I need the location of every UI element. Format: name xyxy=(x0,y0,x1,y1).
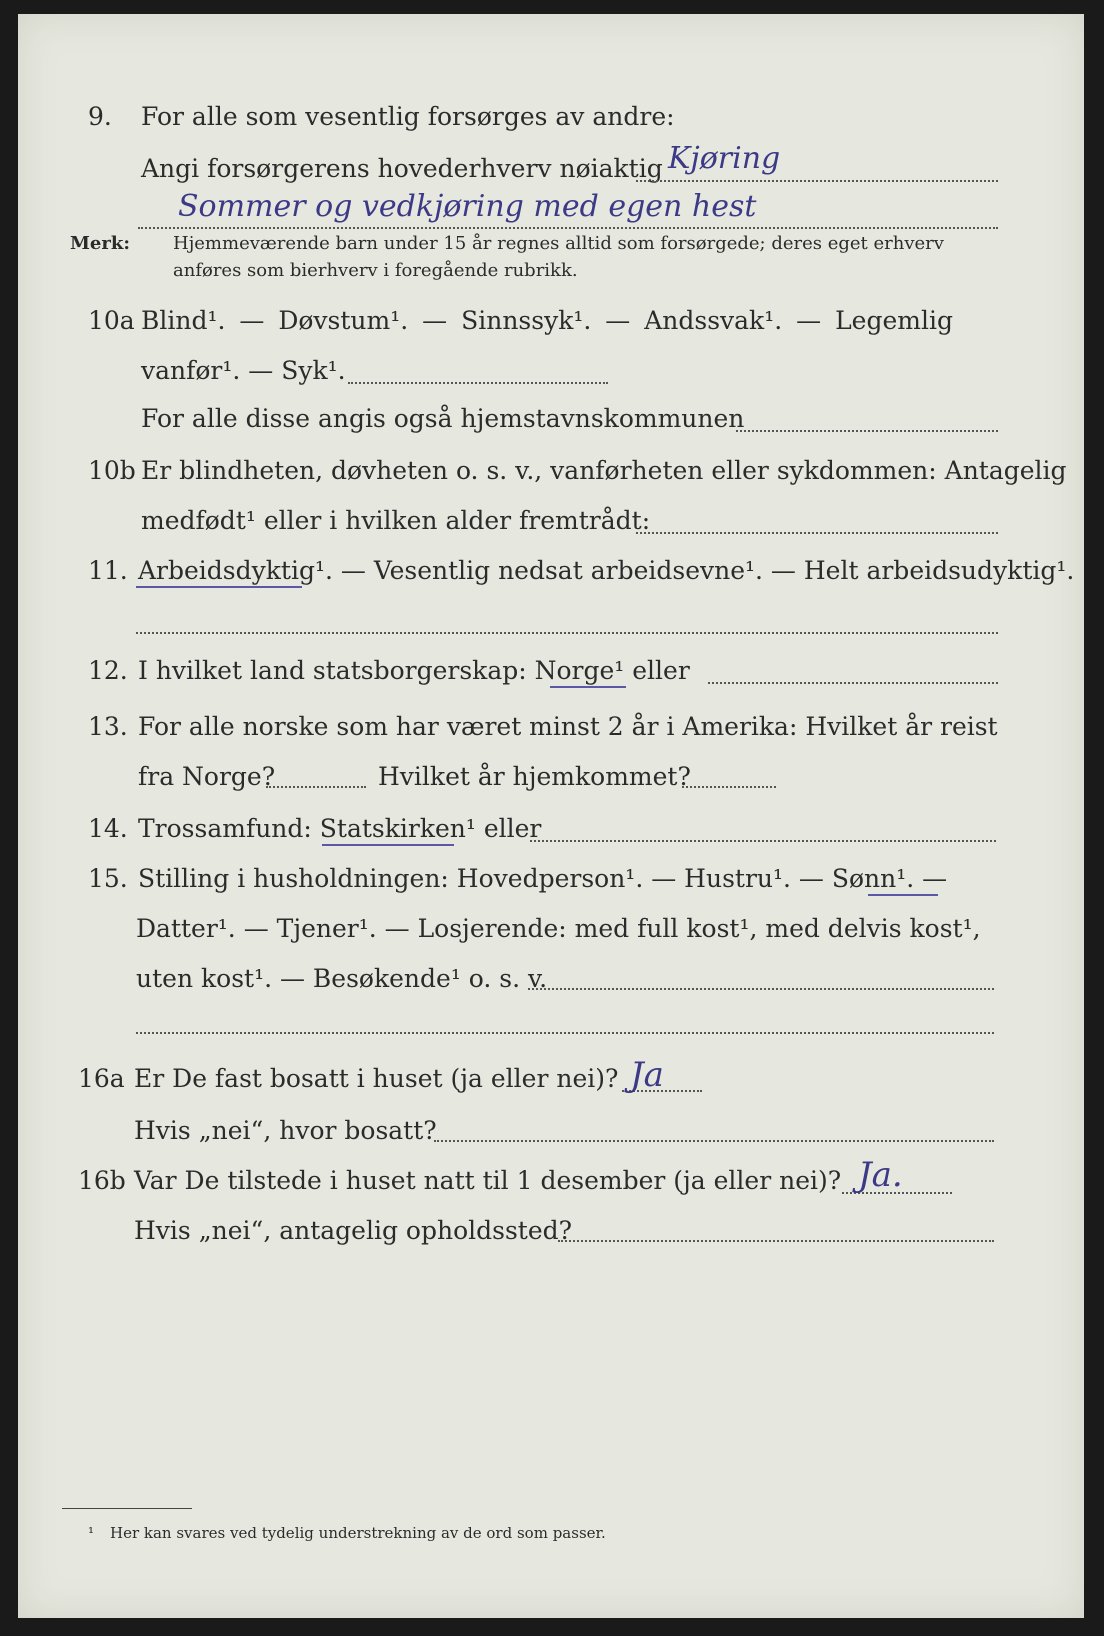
q9-answer-line xyxy=(636,180,998,182)
q11-selected-underline xyxy=(136,586,302,588)
q16b-handwritten-answer: Ja. xyxy=(858,1155,903,1195)
q15-text: Stilling i husholdningen: Hovedperson¹. — Hustru¹. — Sønn¹. — xyxy=(138,864,948,893)
q16a-number: 16a xyxy=(78,1064,125,1093)
q16a-handwritten-answer: Ja xyxy=(630,1055,664,1095)
q9-handwritten-answer-2: Sommer og vedkjøring med egen hest xyxy=(178,189,757,224)
q13-answer-line-2 xyxy=(682,786,776,788)
q9-handwritten-answer-1: Kjøring xyxy=(668,141,781,176)
q13-number: 13. xyxy=(88,712,128,741)
q10a-text: Blind¹. — Døvstum¹. — Sinnssyk¹. — Andssvak¹. — Legemlig xyxy=(141,306,953,335)
q11-text: Arbeidsdyktig¹. — Vesentlig nedsat arbeidsevne¹. — Helt arbeidsudyktig¹. xyxy=(138,556,1075,585)
q13-text: For alle norske som har været minst 2 år i Amerika: Hvilket år reist xyxy=(138,712,998,741)
q9-text: For alle som vesentlig forsørges av andre: xyxy=(141,102,675,131)
q12-number: 12. xyxy=(88,656,128,685)
q13-answer-line-1 xyxy=(266,786,366,788)
footnote-rule xyxy=(62,1508,192,1509)
q15-selected-underline xyxy=(868,894,938,896)
q16b-answer-line-2 xyxy=(558,1240,994,1242)
q16b-text: Var De tilstede i huset natt til 1 desember (ja eller nei)? xyxy=(134,1166,842,1195)
q15-answer-line xyxy=(528,988,994,990)
q10a-line3: For alle disse angis også hjemstavnskommunen xyxy=(141,404,745,433)
merk-label: Merk: xyxy=(70,233,130,254)
q10a-answer-line-2 xyxy=(736,430,998,432)
q9-number: 9. xyxy=(88,102,112,131)
merk-line2: anføres som bierhverv i foregående rubrikk. xyxy=(173,260,578,281)
q10a-number: 10a xyxy=(88,306,135,335)
q13-line2b: Hvilket år hjemkommet? xyxy=(378,762,691,791)
q15-line2: Datter¹. — Tjener¹. — Losjerende: med full kost¹, med delvis kost¹, xyxy=(136,914,981,943)
q10b-number: 10b xyxy=(88,456,136,485)
q14-selected-underline xyxy=(322,844,454,846)
q10b-text: Er blindheten, døvheten o. s. v., vanførheten eller sykdommen: Antagelig xyxy=(141,456,1067,485)
q10b-answer-line xyxy=(636,532,998,534)
q14-text: Trossamfund: Statskirken¹ eller xyxy=(138,814,542,843)
q11-number: 11. xyxy=(88,556,128,585)
q9-answer-line-2 xyxy=(138,227,998,229)
q10a-line2: vanfør¹. — Syk¹. xyxy=(141,356,346,385)
q10b-line2: medfødt¹ eller i hvilken alder fremtrådt: xyxy=(141,506,651,535)
q13-line2a: fra Norge? xyxy=(138,762,276,791)
census-form-page xyxy=(18,14,1084,1618)
q10a-answer-line xyxy=(348,382,608,384)
q16a-line2: Hvis „nei“, hvor bosatt? xyxy=(134,1116,437,1145)
q16a-text: Er De fast bosatt i huset (ja eller nei)? xyxy=(134,1064,619,1093)
q12-answer-line xyxy=(708,682,998,684)
q15-line3: uten kost¹. — Besøkende¹ o. s. v. xyxy=(136,964,548,993)
footnote-marker: ¹ xyxy=(88,1524,95,1542)
q9-subtext: Angi forsørgerens hovederhverv nøiaktig xyxy=(141,154,663,183)
q16b-line2: Hvis „nei“, antagelig opholdssted? xyxy=(134,1216,573,1245)
q11-answer-line xyxy=(136,632,998,634)
q15-number: 15. xyxy=(88,864,128,893)
q15-answer-line-2 xyxy=(136,1032,994,1034)
q14-number: 14. xyxy=(88,814,128,843)
q12-selected-underline xyxy=(550,686,626,688)
q14-answer-line xyxy=(530,840,996,842)
q16b-number: 16b xyxy=(78,1166,126,1195)
footnote-text: Her kan svares ved tydelig understrekning av de ord som passer. xyxy=(110,1524,606,1542)
q16a-answer-line-2 xyxy=(434,1140,994,1142)
q12-text: I hvilket land statsborgerskap: Norge¹ eller xyxy=(138,656,690,685)
merk-line1: Hjemmeværende barn under 15 år regnes alltid som forsørgede; deres eget erhverv xyxy=(173,233,944,254)
